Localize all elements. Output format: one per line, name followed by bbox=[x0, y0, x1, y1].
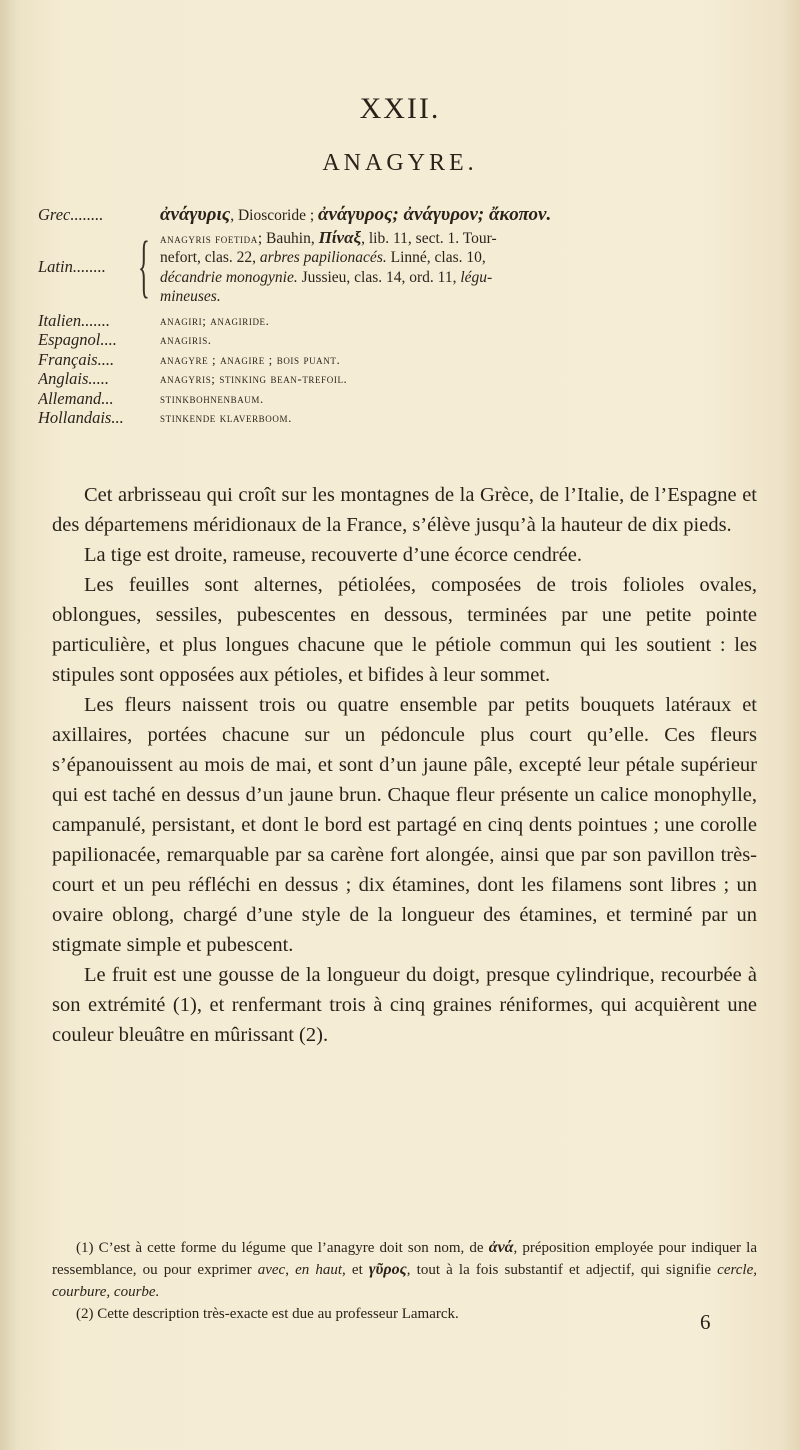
synonym-row: Espagnol.... anagiris. bbox=[38, 330, 212, 349]
greek-name-b: ἀνάγυρος; ἀνάγυρον; ἄκοπον. bbox=[318, 204, 552, 225]
footnote-1: (1) C’est à cette forme du légume que l’anagyre doit son nom, de ἀνά, préposition employée pour indiquer la ressemblance, ou pour exprimer avec, en haut, et γῦρος, tout à la fois substantif et adjectif, qui signifie cercle, courbure, courbe. bbox=[52, 1239, 758, 1300]
footnotes bbox=[52, 1237, 757, 1325]
signature-mark: 6 bbox=[700, 1310, 711, 1334]
synonym-row: Allemand... stinkbohnenbaum. bbox=[38, 388, 264, 408]
synonym-row: Français.... anagyre ; anagire ; bois puant. bbox=[38, 349, 341, 369]
vernacular-names bbox=[38, 311, 768, 428]
synonym-row-grec bbox=[38, 205, 768, 226]
synonym-row-latin bbox=[38, 228, 768, 307]
latin-line-1: anagyris foetida; Bauhin, Πίναξ, lib. 11, sect. 1. Tour- bbox=[160, 227, 497, 247]
synonymy-block bbox=[38, 205, 768, 428]
greek-citation: , Dioscoride ; bbox=[230, 207, 319, 224]
latin-line-2: nefort, clas. 22, arbres papilionacés. Linné, clas. 10, bbox=[160, 249, 486, 266]
paragraph-leaves: Les feuilles sont alternes, pétiolées, composées de trois folioles ovales, oblongues, sessiles, pubescentes en dessous, terminées par une petite pointe particulière, et plus longues chacune que le pétiole commun qui les soutient : les stipules sont opposées aux pétioles, et bifides à leur sommet. bbox=[52, 574, 757, 686]
latin-line-3: décandrie monogynie. Jussieu, clas. 14, ord. 11, légu- bbox=[160, 268, 493, 286]
greek-name-a: ἀνάγυρις bbox=[160, 204, 231, 225]
latin-line-4: mineuses. bbox=[160, 288, 221, 305]
paragraph-habitat: Cet arbrisseau qui croît sur les montagnes de la Grèce, de l’Italie, de l’Espagne et des départemens méridionaux de la France, s’élève jusqu’à la hauteur de dix pieds. bbox=[52, 484, 757, 536]
paragraph-flowers: Les fleurs naissent trois ou quatre ensemble par petits bouquets latéraux et axillaires, portées chacune sur un pédoncule plus court qu’elle. Ces fleurs s’épanouissent au mois de mai, et sont d’un jaune pâle, excepté leur pétale supérieur qui est taché en dessus d’un jaune brun. Chaque fleur présente un calice monophylle, campanulé, persistant, et dont le bord est partagé en cinq dents pointues ; une corolle papilionacée, remarquable par sa carène fort alongée, ainsi que par son pavillon très-court et un peu réfléchi en dessus ; dix étamines, dont les filamens sont libres ; un ovaire oblong, chargé d’une style de la longueur des étamines, et terminé par un stigmate simple et pubescent. bbox=[52, 694, 757, 956]
paragraph-stem: La tige est droite, rameuse, recouverte d’une écorce cendrée. bbox=[84, 544, 582, 566]
description-text bbox=[52, 480, 757, 1050]
latin-synonymy bbox=[160, 228, 768, 307]
page-title: ANAGYRE. bbox=[322, 150, 478, 176]
synonym-value-grec bbox=[160, 205, 551, 226]
plate-number: XXII. bbox=[359, 92, 441, 125]
paragraph-fruit: Le fruit est une gousse de la longueur du doigt, presque cylindrique, recourbée à son extrémité (1), et renfermant trois à cinq graines réniformes, qui acquièrent une couleur bleuâtre en mûrissant (2). bbox=[52, 964, 757, 1046]
footnote-2: (2) Cette description très-exacte est due au professeur Lamarck. bbox=[76, 1306, 459, 1322]
synonym-row: Italien....... anagiri; anagiride. bbox=[38, 310, 270, 330]
lang-label-latin: Latin........ bbox=[38, 257, 106, 277]
synonym-row: Anglais..... anagyris; stinking bean-trefoil. bbox=[38, 369, 348, 388]
brace-icon: { bbox=[138, 228, 150, 305]
synonym-row: Hollandais... stinkende klaverboom. bbox=[38, 408, 292, 427]
lang-label-grec: Grec........ bbox=[38, 205, 104, 224]
